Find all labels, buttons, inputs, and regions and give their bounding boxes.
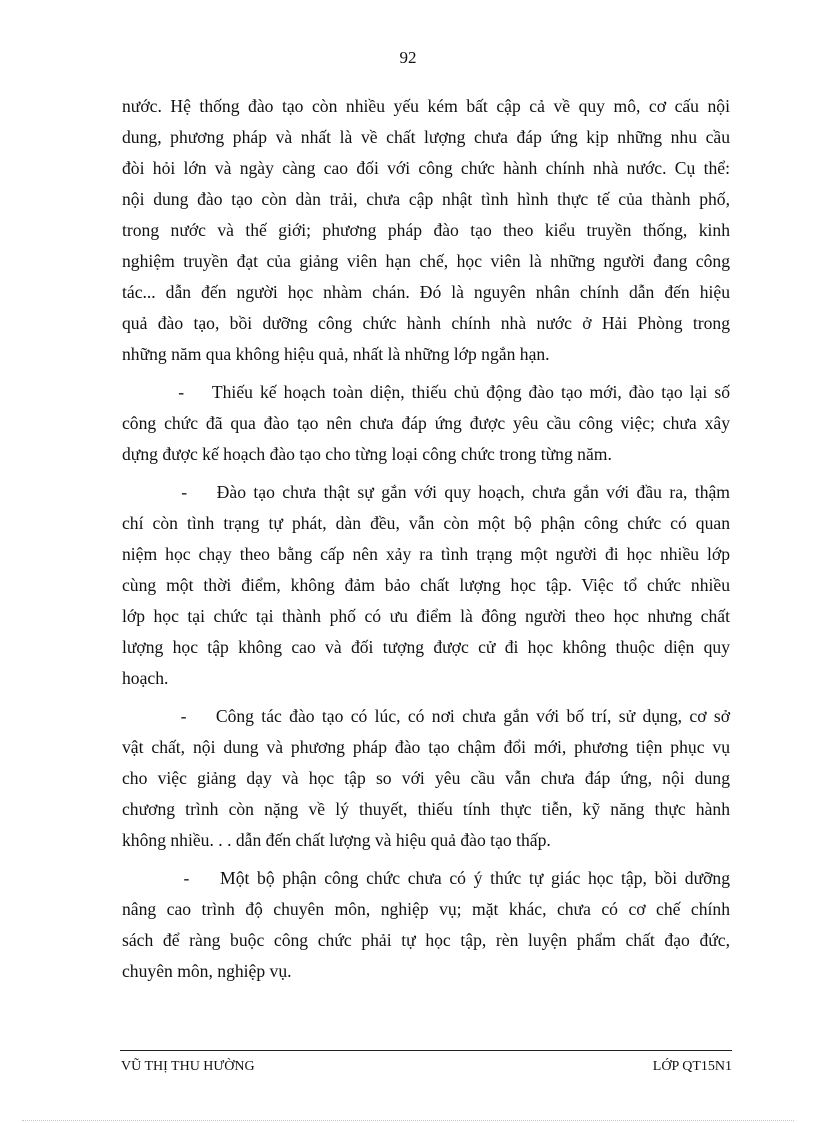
text-line: công chức đã qua đào tạo nên chưa đáp ứng được yêu cầu công việc; chưa xây — [122, 413, 730, 433]
paragraph-2 — [122, 377, 730, 470]
text-line: niệm học chạy theo bằng cấp nên xảy ra tình trạng một người đi học nhiều lớp — [122, 544, 730, 564]
text-line: nội dung đào tạo còn dàn trải, chưa cập nhật tình hình thực tế của thành phố, — [122, 189, 730, 209]
paragraph-3 — [122, 477, 730, 694]
text-line: - Thiếu kế hoạch toàn diện, thiếu chủ động đào tạo mới, đào tạo lại số — [122, 382, 730, 402]
text-line: không nhiều. . . dẫn đến chất lượng và hiệu quả đào tạo thấp. — [122, 830, 551, 850]
footer-class: LỚP QT15N1 — [652, 1059, 732, 1074]
text-line: tác... dẫn đến người học nhàm chán. Đó là nguyên nhân chính dẫn đến hiệu — [122, 282, 730, 302]
footer-divider — [120, 1050, 732, 1051]
text-line: - Đào tạo chưa thật sự gắn với quy hoạch, chưa gắn với đầu ra, thậm — [122, 482, 730, 502]
text-line: nước. Hệ thống đào tạo còn nhiều yếu kém bất cập cả về quy mô, cơ cấu nội — [122, 96, 730, 116]
text-line: dung, phương pháp và nhất là về chất lượng chưa đáp ứng kịp những nhu cầu — [122, 127, 730, 147]
text-line: trong nước và thế giới; phương pháp đào tạo theo kiểu truyền thống, kinh — [122, 220, 730, 240]
text-line: đòi hỏi lớn và ngày càng cao đối với công chức hành chính nhà nước. Cụ thể: — [122, 158, 730, 178]
text-line: cùng một thời điểm, không đảm bảo chất lượng học tập. Việc tổ chức nhiều — [122, 575, 730, 595]
text-line: vật chất, nội dung và phương pháp đào tạo chậm đổi mới, phương tiện phục vụ — [122, 737, 730, 757]
page-number: 92 — [399, 48, 417, 67]
text-line: nghiệm truyền đạt của giảng viên hạn chế, học viên là những người đang công — [122, 251, 730, 271]
text-line: chương trình còn nặng về lý thuyết, thiếu tính thực tiễn, kỹ năng thực hành — [122, 799, 730, 819]
text-line: sách để ràng buộc công chức phải tự học tập, rèn luyện phẩm chất đạo đức, — [122, 930, 730, 950]
footer-author: VŨ THỊ THU HƯỜNG — [121, 1059, 255, 1074]
text-line: lượng học tập không cao và đối tượng được cử đi học không thuộc diện quy — [122, 637, 730, 657]
paragraph-5 — [122, 863, 730, 987]
text-line: dựng được kế hoạch đào tạo cho từng loại công chức trong từng năm. — [122, 444, 612, 464]
page-bottom-edge — [22, 1120, 794, 1121]
text-line: hoạch. — [122, 668, 169, 688]
text-line: quả đào tạo, bồi dưỡng công chức hành chính nhà nước ở Hải Phòng trong — [122, 313, 730, 333]
text-line: lớp học tại chức tại thành phố có ưu điểm là đông người theo học nhưng chất — [122, 606, 730, 626]
text-line: chuyên môn, nghiệp vụ. — [122, 961, 292, 981]
paragraph-1 — [122, 91, 730, 370]
paragraph-4 — [122, 701, 730, 856]
text-line: nâng cao trình độ chuyên môn, nghiệp vụ; mặt khác, chưa có cơ chế chính — [122, 899, 730, 919]
body-text — [122, 91, 730, 987]
text-line: - Công tác đào tạo có lúc, có nơi chưa gắn với bố trí, sử dụng, cơ sở — [122, 706, 730, 726]
text-line: những năm qua không hiệu quả, nhất là những lớp ngắn hạn. — [122, 344, 550, 364]
text-line: chí còn tình trạng tự phát, dàn đều, vẫn còn một bộ phận công chức có quan — [122, 513, 730, 533]
text-line: - Một bộ phận công chức chưa có ý thức tự giác học tập, bồi dưỡng — [122, 868, 730, 888]
text-line: cho việc giảng dạy và học tập so với yêu cầu vẫn chưa đáp ứng, nội dung — [122, 768, 730, 788]
